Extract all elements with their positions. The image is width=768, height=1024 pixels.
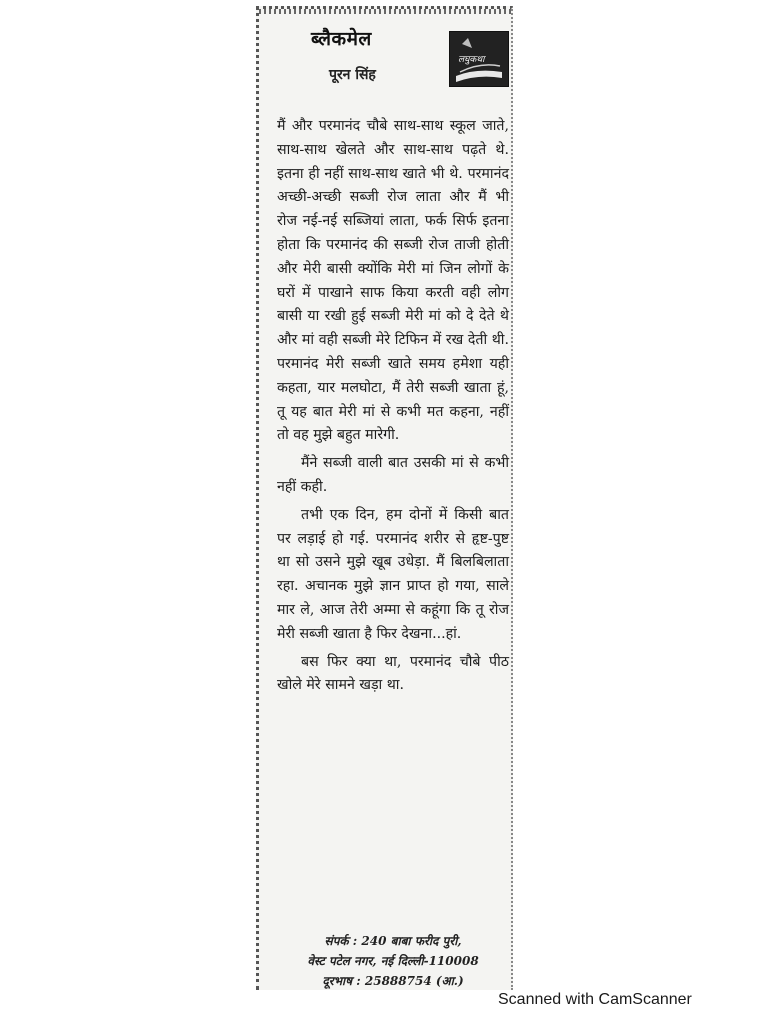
laghukatha-logo xyxy=(449,31,509,87)
logo-label: लघुकथा xyxy=(458,55,485,65)
camscanner-watermark: Scanned with CamScanner xyxy=(498,991,692,1008)
paragraph-4: बस फिर क्या था, परमानंद चौबे पीठ खोले मेरे सामने खड़ा था. xyxy=(277,653,509,694)
article-author: पूरन सिंह xyxy=(329,67,376,83)
newspaper-clipping xyxy=(256,6,513,990)
contact-address-line-2: वेस्ट पटेल नगर, नई दिल्ली-110008 xyxy=(307,954,479,968)
paragraph-1: मैं और परमानंद चौबे साथ-साथ स्कूल जाते, साथ-साथ खेलते और साथ-साथ पढ़ते थे. इतना ही नहीं साथ-साथ खाते भी थे. परमानंद अच्छी-अच्छी सब्जी रोज लाता और मैं भी रोज नई-नई सब्जियां लाता, फर्क सिर्फ इतना होता कि परमानंद की सब्जी रोज ताजी होती और मेरी बासी क्योंकि मेरी मां जिन लोगों के घरों में पाखाने साफ किया करती वही लोग बासी या रखी हुई सब्जी मेरी मां को दे देते थे और मां वही सब्जी मेरे टिफिन में रख देती थी. परमानंद मेरी सब्जी खाते समय हमेशा यही कहता, यार मलघोटा, मैं तेरी सब्जी खाता हूं, तू यह बात मेरी मां से कभी मत कहना, नहीं तो वह मुझे बहुत मारेगी. xyxy=(277,118,509,444)
contact-address-line-1: संपर्क : 240 बाबा फरीद पुरी, xyxy=(324,934,462,948)
contact-phone: दूरभाष : 25888754 (आ.) xyxy=(322,974,464,988)
article-header xyxy=(259,21,511,91)
contact-block xyxy=(277,931,509,991)
paragraph-3: तभी एक दिन, हम दोनों में किसी बात पर लड़ाई हो गई. परमानंद शरीर से हृष्ट-पुष्ट था सो उसने मुझे खूब उधेड़ा. मैं बिलबिलाता रहा. अचानक मुझे ज्ञान प्राप्त हो गया, साले मार ले, आज तेरी अम्मा से कहूंगा कि तू रोज मेरी सब्जी खाता है फिर देखना...हां. xyxy=(277,506,509,642)
article-body xyxy=(277,115,509,702)
article-title: ब्लैकमेल xyxy=(311,28,372,50)
paragraph-2: मैंने सब्जी वाली बात उसकी मां से कभी नहीं कही. xyxy=(277,455,509,495)
